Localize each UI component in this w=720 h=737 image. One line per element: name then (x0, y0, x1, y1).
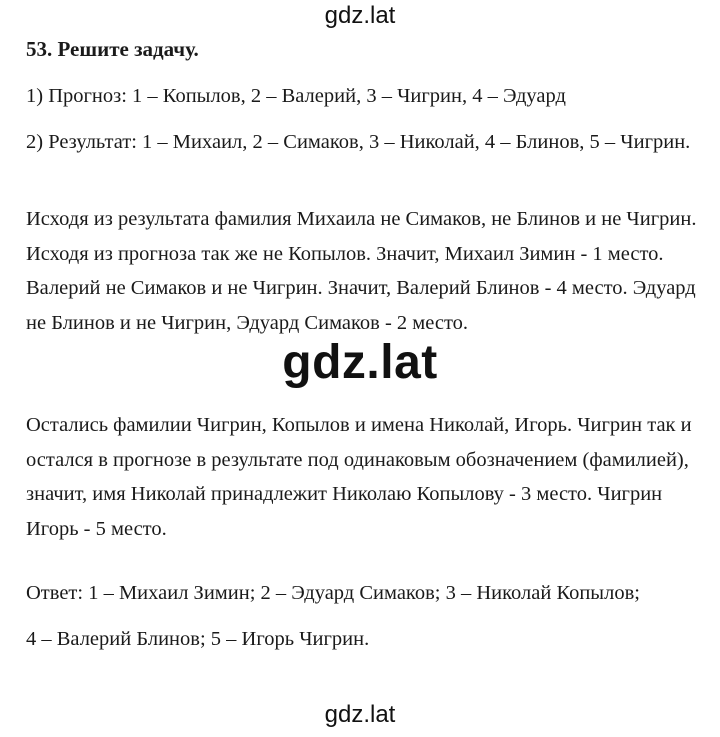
result-line: 2) Результат: 1 – Михаил, 2 – Симаков, 3 – Николай, 4 – Блинов, 5 – Чигрин. (26, 131, 691, 153)
task-title: 53. Решите задачу. (26, 37, 199, 61)
watermark-middle: gdz.lat (282, 336, 438, 389)
answer-line-1: Ответ: 1 – Михаил Зимин; 2 – Эдуард Симаков; 3 – Николай Копылов; (26, 582, 640, 604)
watermark-top: gdz.lat (324, 2, 396, 29)
reasoning-paragraph-2: Остались фамилии Чигрин, Копылов и имена Николай, Игорь. Чигрин так и остался в прогнозе в результате под одинаковым обозначением (фамилией), значит, имя Николай принадлежит Николаю Копылову - 3 место. Чигрин Игорь - 5 место. (26, 414, 692, 540)
watermark-bottom: gdz.lat (324, 701, 396, 728)
reasoning-paragraph-1: Исходя из результата фамилия Михаила не Симаков, не Блинов и не Чигрин. Исходя из прогноза так же не Копылов. Значит, Михаил Зимин - 1 место. Валерий не Симаков и не Чигрин. Значит, Валерий Блинов - 4 место. Эдуард не Блинов и не Чигрин, Эдуард Симаков - 2 место. (26, 208, 697, 334)
answer-line-2: 4 – Валерий Блинов; 5 – Игорь Чигрин. (26, 628, 370, 650)
forecast-line: 1) Прогноз: 1 – Копылов, 2 – Валерий, 3 – Чигрин, 4 – Эдуард (26, 85, 566, 107)
